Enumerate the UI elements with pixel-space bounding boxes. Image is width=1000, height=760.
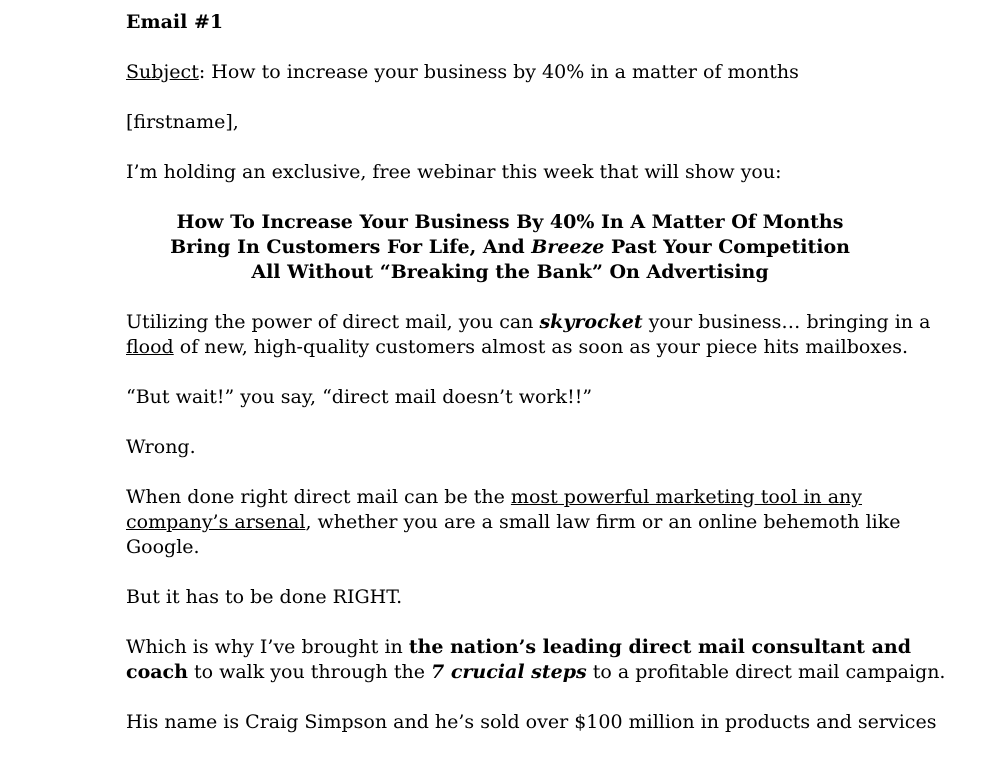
wrong-paragraph: Wrong. xyxy=(126,436,196,458)
direct-mail-start: Utilizing the power of direct mail, you can xyxy=(126,311,540,333)
done-right-line-2 xyxy=(126,510,926,535)
direct-mail-end: of new, high-quality customers almost as soon as your piece hits mailboxes. xyxy=(173,336,909,358)
done-right-emphasis-paragraph: But it has to be done RIGHT. xyxy=(126,586,403,608)
consultant-line-1 xyxy=(126,635,926,660)
email-heading: Email #1 xyxy=(126,11,224,33)
flood-underline: flood xyxy=(126,336,174,358)
headline-line-1: How To Increase Your Business By 40% In A Matter Of Months xyxy=(176,211,844,233)
headline-line-2-end: Past Your Competition xyxy=(604,236,850,258)
done-right-paragraph xyxy=(126,485,926,560)
direct-mail-line-1 xyxy=(126,310,931,335)
done-right-middle: , whether you are a small law firm or an online behemoth like xyxy=(305,511,901,533)
consultant-end: to a profitable direct mail campaign. xyxy=(586,661,946,683)
consultant-paragraph xyxy=(126,635,946,685)
but-wait-paragraph: “But wait!” you say, “direct mail doesn’t work!!” xyxy=(126,386,593,408)
consultant-middle: to walk you through the xyxy=(187,661,431,683)
done-right-line-3: Google. xyxy=(126,536,200,558)
headline-line-3: All Without “Breaking the Bank” On Advertising xyxy=(251,261,769,283)
consultant-start: Which is why I’ve brought in xyxy=(126,636,409,658)
consultant-bold: the nation’s leading direct mail consultant and xyxy=(408,636,911,658)
headline-breeze: Breeze xyxy=(531,236,605,258)
subject-line xyxy=(126,60,926,85)
name-paragraph: His name is Craig Simpson and he’s sold over $100 million in products and services xyxy=(126,711,937,733)
done-right-line-1 xyxy=(126,485,926,510)
intro-paragraph: I’m holding an exclusive, free webinar this week that will show you: xyxy=(126,161,782,183)
direct-mail-middle: your business… bringing in a xyxy=(642,311,931,333)
consultant-line-2 xyxy=(126,660,946,685)
coach-bold: coach xyxy=(126,661,188,683)
subject-label: Subject xyxy=(126,61,199,83)
email-document xyxy=(126,10,946,760)
webinar-headline xyxy=(126,210,894,285)
headline-line-2 xyxy=(126,235,894,260)
powerful-tool-underline: most powerful marketing tool in any xyxy=(510,486,862,508)
skyrocket-emphasis: skyrocket xyxy=(539,311,643,333)
greeting: [firstname], xyxy=(126,111,239,133)
arsenal-underline: company’s arsenal xyxy=(126,511,306,533)
crucial-steps-emphasis: 7 crucial steps xyxy=(431,661,587,683)
direct-mail-line-2 xyxy=(126,335,926,360)
direct-mail-paragraph xyxy=(126,310,931,360)
headline-line-2-start: Bring In Customers For Life, And xyxy=(170,236,532,258)
subject-text: : How to increase your business by 40% in a matter of months xyxy=(198,61,799,83)
done-right-start: When done right direct mail can be the xyxy=(126,486,511,508)
